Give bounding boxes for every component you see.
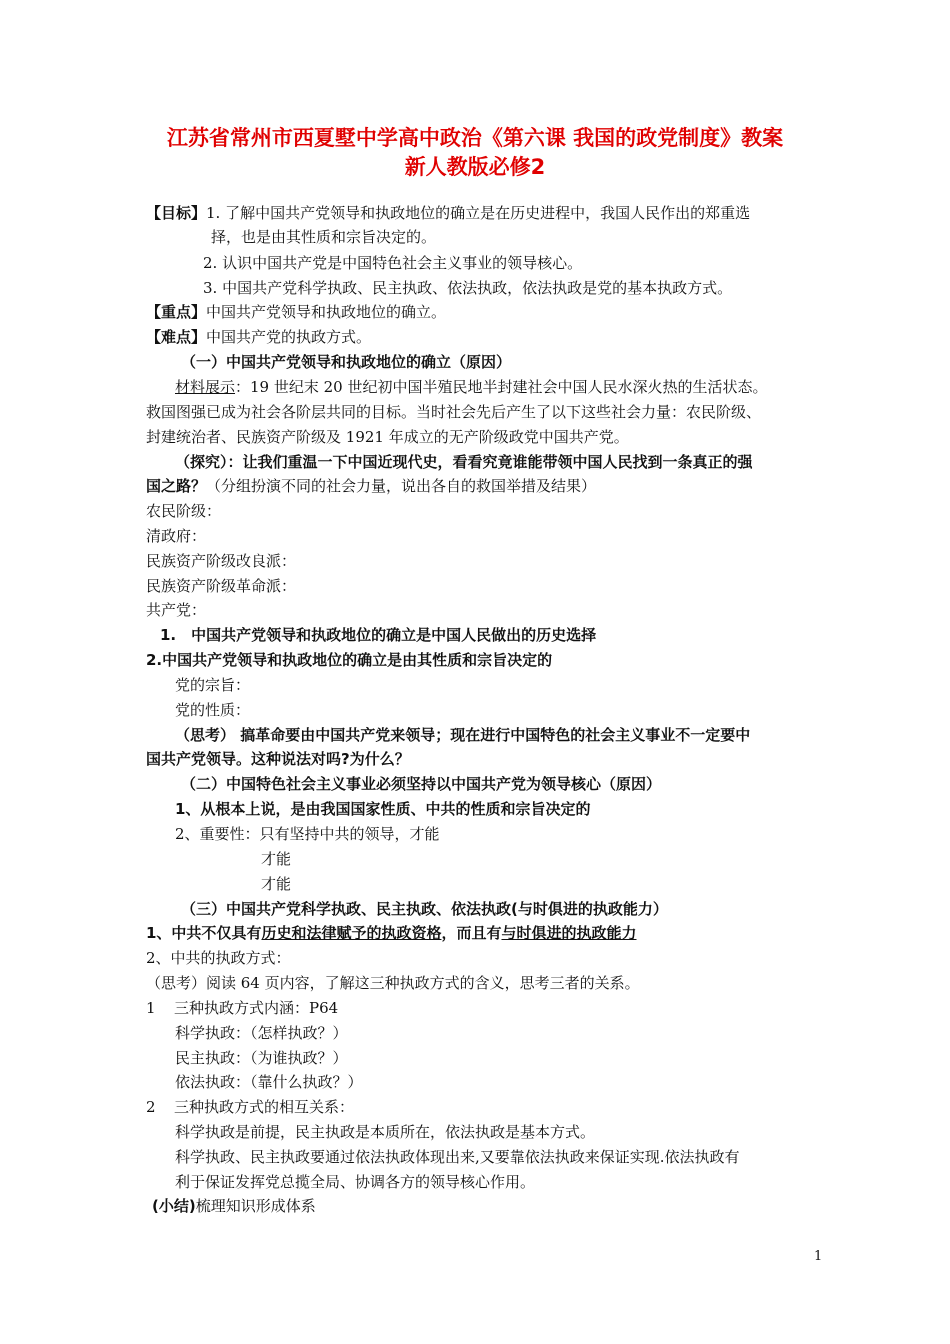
science-governance: 科学执政：（怎样执政？）: [175, 1024, 348, 1042]
section2-point2: 2、重要性：只有坚持中共的领导，才能: [175, 825, 440, 843]
difficult-text: 中国共产党的执政方式。: [206, 328, 372, 346]
key-point: [146, 302, 446, 322]
section2-cai1: 才能: [261, 850, 292, 868]
document-title-line2: 新人教版必修2: [404, 155, 546, 179]
relation-line3: 利于保证发挥党总揽全局、协调各方的领导核心作用。: [175, 1173, 536, 1191]
goals-item1a: 1. 了解中国共产党领导和执政地位的确立是在历史进程中，我国人民作出的郑重选: [206, 204, 751, 222]
material-text1: ：19 世纪末 20 世纪初中国半殖民地半封建社会中国人民水深火热的生活状态。: [235, 378, 768, 396]
relation-line1: 科学执政是前提，民主执政是本质所在，依法执政是基本方式。: [175, 1123, 596, 1141]
numbered-item-1: [146, 998, 338, 1018]
force-reformist: 民族资产阶级改良派：: [146, 552, 297, 570]
material-label: 材料展示: [175, 378, 236, 396]
think-line1: （思考） 搞革命要由中国共产党来领导；现在进行中国特色的社会主义事业不一定要中: [175, 726, 751, 744]
goals-item3: 3. 中国共产党科学执政、民主执政、依法执政，依法执政是党的基本执政方式。: [203, 279, 733, 297]
summary: [152, 1196, 316, 1216]
key-label: 【重点】: [146, 303, 207, 321]
material-line2: 救国图强已成为社会各阶层共同的目标。当时社会先后产生了以下这些社会力量：农民阶级、: [146, 403, 762, 421]
point1: 1. 中国共产党领导和执政地位的确立是中国人民做出的历史选择: [160, 626, 597, 644]
page-number: 1: [814, 1249, 823, 1264]
section3-heading: （三）中国共产党科学执政、民主执政、依法执政(与时俱进的执政能力）: [181, 900, 668, 918]
numbered-item-2-text: 三种执政方式的相互关系：: [174, 1098, 355, 1116]
material-line1: [175, 377, 768, 397]
section3-point1: [146, 923, 637, 943]
difficult-label: 【难点】: [146, 328, 207, 346]
party-purpose: 党的宗旨：: [175, 676, 251, 694]
section3-point1-b: ，而且有: [441, 924, 502, 942]
section2-cai2: 才能: [261, 875, 292, 893]
section2-point1: 1、从根本上说，是由我国国家性质、中共的性质和宗旨决定的: [175, 800, 591, 818]
section2-heading: （二）中国特色社会主义事业必须坚持以中国共产党为领导核心（原因）: [181, 775, 662, 793]
explore-line1: （探究）：让我们重温一下中国近现代史，看看究竟谁能带领中国人民找到一条真正的强: [175, 453, 753, 471]
goals-item2: 2. 认识中国共产党是中国特色社会主义事业的领导核心。: [203, 254, 583, 272]
think-line2: 国共产党领导。这种说法对吗?为什么？: [146, 750, 410, 768]
numbered-item-2: [146, 1097, 354, 1117]
section1-heading: （一）中国共产党领导和执政地位的确立（原因）: [181, 353, 512, 371]
document-title-line1: 江苏省常州市西夏墅中学高中政治《第六课 我国的政党制度》教案: [166, 126, 784, 150]
difficult-point: [146, 327, 371, 347]
democracy-governance: 民主执政：（为谁执政？）: [175, 1049, 348, 1067]
key-text: 中国共产党领导和执政地位的确立。: [206, 303, 447, 321]
explore-question: 国之路？: [146, 477, 207, 495]
point2: 2.中国共产党领导和执政地位的确立是由其性质和宗旨决定的: [146, 651, 553, 669]
goals-line1: [146, 203, 750, 223]
force-peasant: 农民阶级：: [146, 502, 222, 520]
law-governance: 依法执政：（靠什么执政？）: [175, 1073, 363, 1091]
numbered-item-1-text: 三种执政方式内涵：P64: [174, 999, 339, 1017]
party-nature: 党的性质：: [175, 701, 251, 719]
numbered-item-2-num: 2: [146, 1098, 156, 1116]
section3-point2: 2、中共的执政方式：: [146, 949, 291, 967]
section3-think: （思考）阅读 64 页内容，了解这三种执政方式的含义，思考三者的关系。: [146, 974, 640, 992]
section3-point1-u1: 历史和法律赋予的执政资格: [261, 924, 442, 942]
summary-label: (小结): [152, 1197, 196, 1215]
numbered-item-1-num: 1: [146, 999, 156, 1017]
section3-point1-u2: 与时俱进的执政能力: [501, 924, 637, 942]
force-communist: 共产党：: [146, 601, 207, 619]
summary-text: 梳理知识形成体系: [195, 1197, 316, 1215]
force-qing: 清政府：: [146, 527, 207, 545]
relation-line2: 科学执政、民主执政要通过依法执政体现出来,又要靠依法执政来保证实现.依法执政有: [175, 1148, 740, 1166]
force-revolutionary: 民族资产阶级革命派：: [146, 577, 297, 595]
goals-item1b: 择，也是由其性质和宗旨决定的。: [211, 228, 437, 246]
material-line3: 封建统治者、民族资产阶级及 1921 年成立的无产阶级政党中国共产党。: [146, 428, 629, 446]
section3-point1-a: 1、中共不仅具有: [146, 924, 262, 942]
goals-label: 【目标】: [146, 204, 207, 222]
explore-instruction: （分组扮演不同的社会力量，说出各自的救国举措及结果）: [206, 477, 597, 495]
explore-line2: [146, 476, 596, 496]
